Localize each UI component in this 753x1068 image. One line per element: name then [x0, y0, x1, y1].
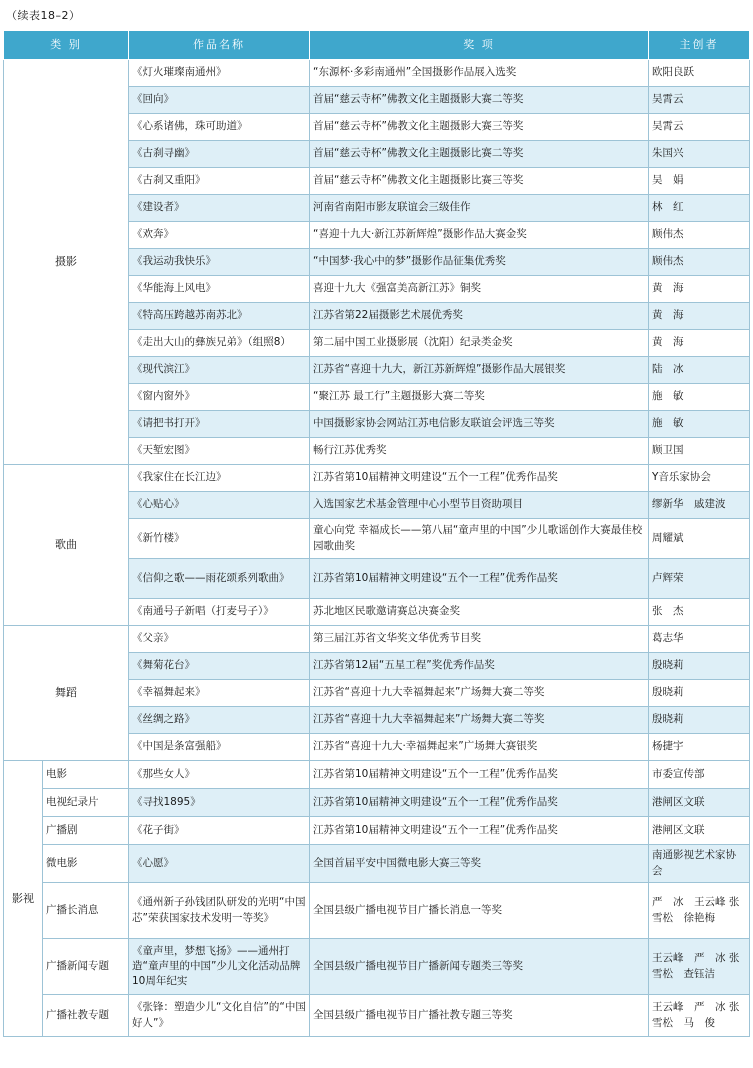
- work-title-cell: 《现代滨江》: [129, 357, 310, 384]
- table-row: [4, 761, 750, 789]
- award-cell: 中国摄影家协会网站江苏电信影友联谊会评选三等奖: [310, 411, 649, 438]
- award-cell: 首届“慈云寺杯”佛教文化主题摄影比赛三等奖: [310, 168, 649, 195]
- table-row: [4, 845, 750, 883]
- work-title-cell: 《心系诸佛，珠可助道》: [129, 114, 310, 141]
- subcategory-cell: 广播社教专题: [43, 995, 129, 1037]
- work-title-cell: 《建设者》: [129, 195, 310, 222]
- award-cell: “东源杯·多彩南通州”全国摄影作品展入选奖: [310, 60, 649, 87]
- subcategory-cell: 广播剧: [43, 817, 129, 845]
- award-cell: 江苏省第10届精神文明建设“五个一工程”优秀作品奖: [310, 465, 649, 492]
- work-title-cell: 《舞菊花台》: [129, 653, 310, 680]
- award-cell: 江苏省第22届摄影艺术展优秀奖: [310, 303, 649, 330]
- table-row: [4, 883, 750, 939]
- work-title-cell: 《花子街》: [129, 817, 310, 845]
- creator-cell: 王云峰 严 冰 张雪松 查钰洁: [649, 939, 750, 995]
- award-cell: 江苏省第10届精神文明建设“五个一工程”优秀作品奖: [310, 761, 649, 789]
- award-cell: “中国梦·我心中的梦”摄影作品征集优秀奖: [310, 249, 649, 276]
- award-cell: 入选国家艺术基金管理中心小型节目资助项目: [310, 492, 649, 519]
- work-title-cell: 《寻找1895》: [129, 789, 310, 817]
- award-cell: 全国县级广播电视节目广播新闻专题类三等奖: [310, 939, 649, 995]
- table-row: [4, 789, 750, 817]
- creator-cell: 黄 海: [649, 303, 750, 330]
- creator-cell: 顾伟杰: [649, 222, 750, 249]
- award-cell: 首届“慈云寺杯”佛教文化主题摄影大赛三等奖: [310, 114, 649, 141]
- award-cell: 江苏省第10届精神文明建设“五个一工程”优秀作品奖: [310, 789, 649, 817]
- creator-cell: 施 敏: [649, 411, 750, 438]
- creator-cell: 严 冰 王云峰 张雪松 徐艳梅: [649, 883, 750, 939]
- award-cell: 童心向党 幸福成长——第八届“童声里的中国”少儿歌谣创作大赛最佳校园歌曲奖: [310, 519, 649, 559]
- table-row: [4, 60, 750, 87]
- header-award: 奖 项: [310, 31, 649, 60]
- award-cell: 江苏省第10届精神文明建设“五个一工程”优秀作品奖: [310, 817, 649, 845]
- creator-cell: 杨捷宇: [649, 734, 750, 761]
- creator-cell: 施 敏: [649, 384, 750, 411]
- work-title-cell: 《走出大山的彝族兄弟》（组照8）: [129, 330, 310, 357]
- work-title-cell: 《我运动我快乐》: [129, 249, 310, 276]
- creator-cell: 殷晓莉: [649, 707, 750, 734]
- award-cell: 江苏省“喜迎十九大幸福舞起来”广场舞大赛二等奖: [310, 680, 649, 707]
- work-title-cell: 《欢奔》: [129, 222, 310, 249]
- creator-cell: 殷晓莉: [649, 680, 750, 707]
- creator-cell: 黄 海: [649, 330, 750, 357]
- creator-cell: 葛志华: [649, 626, 750, 653]
- category-cell: 歌曲: [4, 465, 129, 626]
- creator-cell: 陆 冰: [649, 357, 750, 384]
- awards-table: [3, 30, 750, 1037]
- work-title-cell: 《古刹寻幽》: [129, 141, 310, 168]
- work-title-cell: 《信仰之歌——雨花颂系列歌曲》: [129, 559, 310, 599]
- work-title-cell: 《天堑宏图》: [129, 438, 310, 465]
- creator-cell: 朱国兴: [649, 141, 750, 168]
- subcategory-cell: 微电影: [43, 845, 129, 883]
- table-row: [4, 939, 750, 995]
- header-work: 作品名称: [129, 31, 310, 60]
- work-title-cell: 《丝绸之路》: [129, 707, 310, 734]
- award-cell: 江苏省第12届“五星工程”奖优秀作品奖: [310, 653, 649, 680]
- award-cell: 全国县级广播电视节目广播社教专题三等奖: [310, 995, 649, 1037]
- creator-cell: 顾卫国: [649, 438, 750, 465]
- table-row: [4, 465, 750, 492]
- award-cell: “聚江苏 最工行”主题摄影大赛二等奖: [310, 384, 649, 411]
- work-title-cell: 《请把书打开》: [129, 411, 310, 438]
- award-cell: 全国县级广播电视节目广播长消息一等奖: [310, 883, 649, 939]
- creator-cell: 缪新华 戚建波: [649, 492, 750, 519]
- award-cell: 江苏省“喜迎十九大，新江苏新辉煌”摄影作品大展银奖: [310, 357, 649, 384]
- award-cell: 畅行江苏优秀奖: [310, 438, 649, 465]
- creator-cell: 殷晓莉: [649, 653, 750, 680]
- subcategory-cell: 电视纪录片: [43, 789, 129, 817]
- creator-cell: 吴霄云: [649, 87, 750, 114]
- work-title-cell: 《南通号子新唱（打麦号子）》: [129, 599, 310, 626]
- award-cell: “喜迎十九大·新江苏新辉煌”摄影作品大赛金奖: [310, 222, 649, 249]
- work-title-cell: 《灯火璀璨南通州》: [129, 60, 310, 87]
- award-cell: 江苏省第10届精神文明建设“五个一工程”优秀作品奖: [310, 559, 649, 599]
- award-cell: 喜迎十九大《强富美高新江苏》铜奖: [310, 276, 649, 303]
- creator-cell: 王云峰 严 冰 张雪松 马 俊: [649, 995, 750, 1037]
- creator-cell: 欧阳良跃: [649, 60, 750, 87]
- work-title-cell: 《古刹又重阳》: [129, 168, 310, 195]
- table-row: [4, 817, 750, 845]
- work-title-cell: 《父亲》: [129, 626, 310, 653]
- creator-cell: 顾伟杰: [649, 249, 750, 276]
- creator-cell: 张 杰: [649, 599, 750, 626]
- award-cell: 苏北地区民歌邀请赛总决赛金奖: [310, 599, 649, 626]
- category-cell: 影视: [4, 761, 43, 1037]
- creator-cell: Y音乐家协会: [649, 465, 750, 492]
- award-cell: 第三届江苏省文华奖文华优秀节目奖: [310, 626, 649, 653]
- subcategory-cell: 广播长消息: [43, 883, 129, 939]
- award-cell: 江苏省“喜迎十九大·幸福舞起来”广场舞大赛银奖: [310, 734, 649, 761]
- creator-cell: 港闸区文联: [649, 789, 750, 817]
- work-title-cell: 《回向》: [129, 87, 310, 114]
- category-cell: 摄影: [4, 60, 129, 465]
- work-title-cell: 《窗内窗外》: [129, 384, 310, 411]
- creator-cell: 南通影视艺术家协会: [649, 845, 750, 883]
- work-title-cell: 《那些女人》: [129, 761, 310, 789]
- work-title-cell: 《我家住在长江边》: [129, 465, 310, 492]
- work-title-cell: 《心愿》: [129, 845, 310, 883]
- award-cell: 全国首届平安中国微电影大赛三等奖: [310, 845, 649, 883]
- creator-cell: 吴霄云: [649, 114, 750, 141]
- work-title-cell: 《童声里，梦想飞扬》——通州打造“童声里的中国”少儿文化活动品牌10周年纪实: [129, 939, 310, 995]
- header-category: 类 别: [4, 31, 129, 60]
- creator-cell: 市委宣传部: [649, 761, 750, 789]
- award-cell: 第二届中国工业摄影展（沈阳）纪录类金奖: [310, 330, 649, 357]
- work-title-cell: 《幸福舞起来》: [129, 680, 310, 707]
- table-body: [4, 60, 750, 1037]
- award-cell: 首届“慈云寺杯”佛教文化主题摄影大赛二等奖: [310, 87, 649, 114]
- creator-cell: 林 红: [649, 195, 750, 222]
- award-cell: 首届“慈云寺杯”佛教文化主题摄影比赛二等奖: [310, 141, 649, 168]
- work-title-cell: 《张锋：塑造少儿“文化自信”的“中国好人”》: [129, 995, 310, 1037]
- creator-cell: 卢辉荣: [649, 559, 750, 599]
- work-title-cell: 《心贴心》: [129, 492, 310, 519]
- table-caption: （续表18–2）: [6, 9, 81, 22]
- work-title-cell: 《特高压跨越苏南苏北》: [129, 303, 310, 330]
- work-title-cell: 《中国是条富强船》: [129, 734, 310, 761]
- work-title-cell: 《华能海上风电》: [129, 276, 310, 303]
- work-title-cell: 《通州新子孙钱团队研发的光明“中国芯”荣获国家技术发明一等奖》: [129, 883, 310, 939]
- award-cell: 河南省南阳市影友联谊会三级佳作: [310, 195, 649, 222]
- creator-cell: 黄 海: [649, 276, 750, 303]
- work-title-cell: 《新竹楼》: [129, 519, 310, 559]
- creator-cell: 吴 娟: [649, 168, 750, 195]
- creator-cell: 周耀斌: [649, 519, 750, 559]
- creator-cell: 港闸区文联: [649, 817, 750, 845]
- award-cell: 江苏省“喜迎十九大幸福舞起来”广场舞大赛二等奖: [310, 707, 649, 734]
- table-row: [4, 626, 750, 653]
- subcategory-cell: 电影: [43, 761, 129, 789]
- header-row: [4, 31, 750, 60]
- category-cell: 舞蹈: [4, 626, 129, 761]
- subcategory-cell: 广播新闻专题: [43, 939, 129, 995]
- table-row: [4, 995, 750, 1037]
- header-creator: 主创者: [649, 31, 750, 60]
